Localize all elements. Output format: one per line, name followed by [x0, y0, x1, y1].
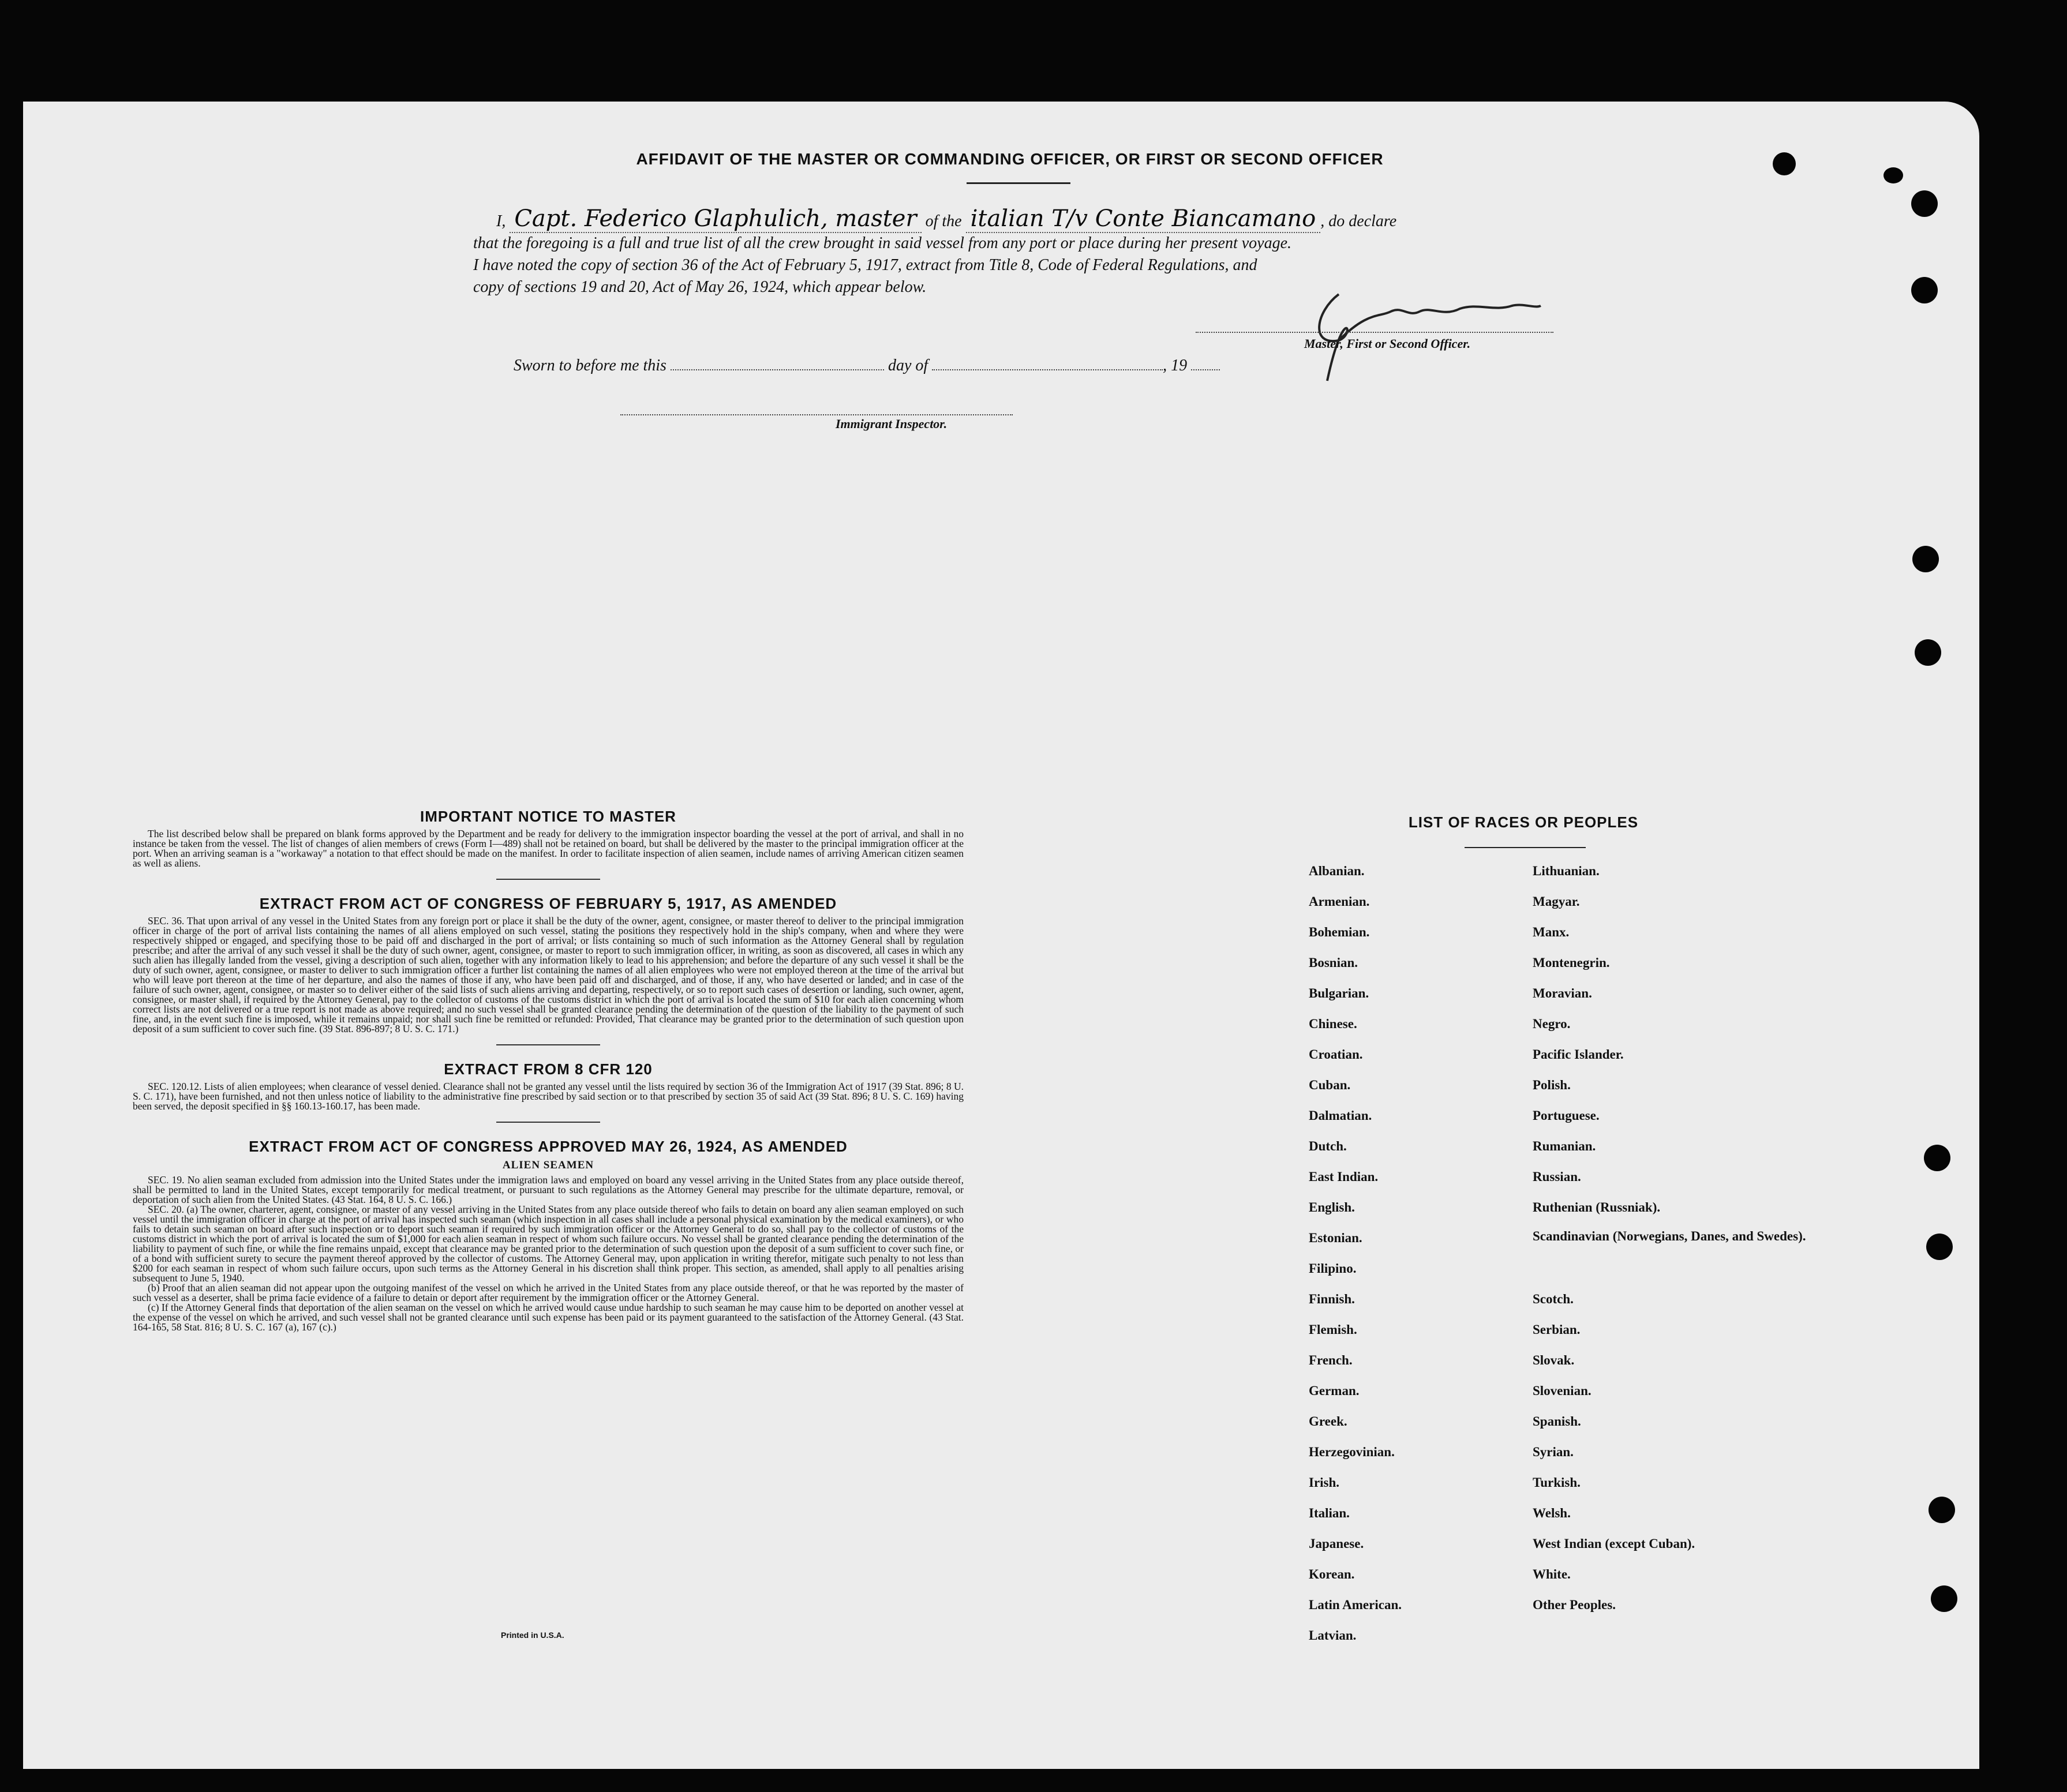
race-item: Scotch. [1533, 1292, 1574, 1306]
binder-hole [1924, 1145, 1950, 1171]
race-item: Lithuanian. [1533, 864, 1600, 878]
races-column-2 [1533, 863, 1806, 1627]
race-item: Other Peoples. [1533, 1598, 1616, 1612]
binder-hole [1773, 152, 1796, 175]
section-20c-paragraph: (c) If the Attorney General finds that deportation of the alien seaman on the vessel on which he arrived would cause undue hardship to such seaman he may cause him to be deported on another vessel at the expense of the vessel on which he arrived, and such vessel shall not be granted clearance until such expense has been paid or its payment guaranteed to the satisfaction of the Attorney General. (43 Stat. 164-165, 58 Stat. 816; 8 U. S. C. 167 (a), 167 (c).) [133, 1302, 964, 1333]
signature-caption: Master, First or Second Officer. [1304, 336, 1471, 351]
race-item: West Indian (except Cuban). [1533, 1536, 1695, 1551]
race-item: Italian. [1309, 1506, 1350, 1520]
sworn-day-field[interactable] [671, 369, 884, 370]
extract-cfr-body: SEC. 120.12. Lists of alien employees; when clearance of vessel denied. Clearance shall not be granted any vessel until the lists required by section 36 of the Immigration Act of 1917 (39 Stat. 896; 8 U. S. C. 171), have been furnished, and not then unless notice of liability to the administrative fine prescribed by said section or to that prescribed by section 35 of said Act (39 Stat. 896; 8 U. S. C. 169) having been served, the deposit specified in §§ 160.13-160.17, has been made. [133, 1081, 964, 1112]
race-item: Bulgarian. [1309, 986, 1369, 1000]
race-item: English. [1309, 1200, 1355, 1214]
race-item: Bosnian. [1309, 955, 1358, 970]
binder-hole [1929, 1497, 1955, 1523]
race-item: Slovenian. [1533, 1384, 1592, 1398]
title-rule [967, 182, 1070, 184]
race-item: Chinese. [1309, 1017, 1357, 1031]
sworn-day-of: day of [888, 357, 928, 374]
race-item: Croatian. [1309, 1047, 1363, 1062]
section-20a-paragraph: SEC. 20. (a) The owner, charterer, agent, consignee, or master of any vessel arriving in the United States from any place outside thereof who fails to detain on board any alien seaman employed on such vessel until the immigration officer in charge at the port of arrival has inspected such seaman (which inspection in all cases shall include a personal physical examination by the medical examiners), or who fails to detain such seaman on board after such inspection or to deport such seaman if required by such immigration officer or the Attorney General to do so, shall pay to the collector of customs of the customs district in which the port of arrival is located the sum of $1,000 for each alien seaman in respect of whom such failure occurs. No vessel shall be granted clearance pending the determination of the liability to payment of such fine, or while the fine remains unpaid, except that clearance may be granted prior to the determination of such question upon the deposit of a sum sufficient to cover such fine, or of a bond with sufficient surety to secure the payment thereof approved by the collector of customs. The Attorney General may, upon application in writing therefor, mitigate such penalty to not less than $200 for each seaman in respect of whom such failure occurs, upon such terms as the Attorney General in his discretion shall think proper. This section, as amended, shall apply to all penalties arising subsequent to June 5, 1940. [133, 1204, 964, 1284]
race-item: German. [1309, 1384, 1360, 1398]
affidavit-title: AFFIDAVIT OF THE MASTER OR COMMANDING OFFICER, OR FIRST OR SECOND OFFICER [636, 150, 1384, 168]
races-column-1 [1309, 863, 1402, 1658]
section-19-paragraph: SEC. 19. No alien seaman excluded from admission into the United States under the immigration laws and employed on board any vessel arriving in the United States from any place outside thereof, shall be permitted to land in the United States, except temporarily for medical treatment, or pursuant to such regulations as the Attorney General may prescribe for the ultimate departure, removal, or deportation of such alien from the United States. (43 Stat. 164, 8 U. S. C. 166.) [133, 1174, 964, 1205]
affidavit-line-3: I have noted the copy of section 36 of the Act of February 5, 1917, extract from Title 8, Code of Federal Regulations, and [473, 256, 1257, 274]
binder-hole [1911, 277, 1938, 303]
section-20b-paragraph: (b) Proof that an alien seaman did not appear upon the outgoing manifest of the vessel on which he arrived in the United States from any place outside thereof, or that he was reported by the master of such vessel as a deserter, shall be prima facie evidence of a failure to detain or deport after requirement by the immigration officer or the Attorney General. [133, 1282, 964, 1303]
race-item: Negro. [1533, 1017, 1571, 1031]
vessel-name-field[interactable]: italian T/v Conte Biancamano [966, 205, 1321, 233]
legal-extracts [133, 808, 964, 1332]
extract-1917-body: SEC. 36. That upon arrival of any vessel in the United States from any foreign port or place it shall be the duty of the owner, agent, consignee, or master thereof to deliver to the principal immigration officer in charge of the port of arrival lists containing the names of all aliens employed on such vessel, stating the positions they respectively hold in the ship's company, when and where they were respectively shipped or engaged, and specifying those to be paid off and discharged in the port of arrival; or lists containing so much of such information as the Attorney General shall by regulation prescribe; and after the arrival of any such vessel it shall be the duty of such owner, agent, consignee, or master to report to such immigration officer, in writing, as soon as discovered, all cases in which any such alien has illegally landed from the vessel, giving a description of such alien, together with any information likely to lead to his apprehension; and before the departure of any such vessel it shall be the duty of such owner, agent, consignee, or master to deliver to such immigration officer a further list containing the names of all alien employees who were not employed thereon at the time of the arrival but who will leave port thereon at the time of her departure, and also the names of those if any, who have been paid off and discharged, and of those, if any, who have deserted or landed; and in case of the failure of such owner, agent, consignee, or master so to deliver either of the said lists of such aliens arriving and departing, respectively, or so to report such cases of desertion or landing, such owner, agent, consignee, or master shall, if required by the Attorney General, pay to the collector of customs of the customs district in which the port of arrival is located the sum of $10 for each alien concerning whom correct lists are not delivered or a true report is not made as above required; and no such vessel shall be granted clearance pending the determination of the question of the liability to the payment of such fine, and, in the event such fine is imposed, while it remains unpaid; nor shall such fine be remitted or refunded: Provided, That clearance may be granted prior to the determination of such question upon deposit of a sum sufficient to cover such fine. (39 Stat. 896-897; 8 U. S. C. 171.) [133, 915, 964, 1034]
affidavit-line-4: copy of sections 19 and 20, Act of May 26, 1924, which appear below. [473, 278, 927, 296]
extract-cfr-title: EXTRACT FROM 8 CFR 120 [444, 1060, 653, 1078]
race-item: Pacific Islander. [1533, 1047, 1624, 1062]
notice-body: The list described below shall be prepared on blank forms approved by the Department and be ready for delivery to the immigration inspector boarding the vessel at the port of arrival, and shall in no instance be taken from the vessel. The list of changes of alien members of crews (Form I—489) shall not be retained on board, but shall be delivered by the master to the principal immigration officer at the port. When an arriving seaman is a "workaway" a notation to that effect should be made on the manifest. In order to facilitate inspection of alien seamen, include names of arriving American citizen seamen as well as aliens. [133, 828, 964, 869]
binder-hole [1883, 167, 1903, 183]
race-item: Scandinavian (Norwegians, Danes, and Swedes). [1533, 1229, 1806, 1243]
race-item: Finnish. [1309, 1292, 1355, 1306]
affidavit-suffix: , do declare [1320, 212, 1397, 230]
affidavit-line-2: that the foregoing is a full and true list of all the crew brought in said vessel from any port or place during her present voyage. [473, 234, 1292, 252]
notice-title: IMPORTANT NOTICE TO MASTER [420, 808, 676, 825]
race-item: Albanian. [1309, 864, 1365, 878]
race-item: Manx. [1533, 925, 1570, 939]
race-item: Moravian. [1533, 986, 1592, 1000]
extract-1924-title: EXTRACT FROM ACT OF CONGRESS APPROVED MAY 26, 1924, AS AMENDED [249, 1138, 848, 1155]
race-item: Irish. [1309, 1475, 1340, 1490]
race-item: Magyar. [1533, 894, 1580, 909]
sworn-prefix: Sworn to before me this [514, 357, 666, 374]
sworn-line [514, 357, 1220, 375]
divider [496, 1044, 600, 1045]
extract-1917-title: EXTRACT FROM ACT OF CONGRESS OF FEBRUARY 5, 1917, AS AMENDED [259, 895, 837, 912]
race-item: Armenian. [1309, 894, 1370, 909]
affidavit-prefix: I, [496, 212, 506, 230]
race-item: East Indian. [1309, 1169, 1379, 1184]
sworn-month-field[interactable] [932, 369, 1163, 370]
inspector-caption: Immigrant Inspector. [836, 417, 948, 431]
binder-hole [1931, 1585, 1957, 1612]
race-item: Serbian. [1533, 1322, 1581, 1337]
race-item: Rumanian. [1533, 1139, 1596, 1153]
race-item: Dalmatian. [1309, 1108, 1372, 1123]
binder-hole [1915, 639, 1941, 666]
race-item: Turkish. [1533, 1475, 1581, 1490]
printed-in-usa: Printed in U.S.A. [501, 1630, 564, 1640]
race-item: Latvian. [1309, 1628, 1357, 1643]
race-item: Estonian. [1309, 1231, 1362, 1245]
race-item: White. [1533, 1567, 1571, 1581]
race-item: French. [1309, 1353, 1353, 1367]
alien-seamen-subtitle: ALIEN SEAMEN [502, 1159, 594, 1171]
binder-hole [1912, 546, 1939, 572]
signature-line[interactable] [1196, 332, 1553, 333]
race-item: Polish. [1533, 1078, 1571, 1092]
races-title: LIST OF RACES OR PEOPLES [1408, 813, 1639, 831]
divider [496, 879, 600, 880]
race-item: Korean. [1309, 1567, 1355, 1581]
divider [496, 1122, 600, 1123]
race-item: Japanese. [1309, 1536, 1364, 1551]
race-item: Bohemian. [1309, 925, 1370, 939]
race-item: Herzegovinian. [1309, 1445, 1395, 1459]
race-item: Spanish. [1533, 1414, 1581, 1429]
race-item: Cuban. [1309, 1078, 1351, 1092]
race-item: Greek. [1309, 1414, 1347, 1429]
race-item: Slovak. [1533, 1353, 1575, 1367]
race-item: Welsh. [1533, 1506, 1571, 1520]
race-item: Flemish. [1309, 1322, 1357, 1337]
race-item: Portuguese. [1533, 1108, 1600, 1123]
races-title-rule [1465, 847, 1586, 848]
inspector-signature-line[interactable] [620, 414, 1013, 415]
binder-hole [1911, 190, 1938, 217]
affidavit-of-the: of the [925, 212, 962, 230]
race-item: Syrian. [1533, 1445, 1574, 1459]
race-item: Russian. [1533, 1169, 1581, 1184]
race-item: Filipino. [1309, 1261, 1357, 1276]
sworn-year-prefix: , 19 [1163, 357, 1188, 374]
binder-hole [1926, 1234, 1953, 1260]
race-item: Dutch. [1309, 1139, 1347, 1153]
race-item: Latin American. [1309, 1598, 1402, 1612]
master-name-field[interactable]: Capt. Federico Glaphulich, master [510, 205, 921, 233]
signature-scribble [1304, 277, 1546, 392]
sworn-year-field[interactable] [1191, 369, 1220, 370]
race-item: Montenegrin. [1533, 955, 1610, 970]
race-item: Ruthenian (Russniak). [1533, 1200, 1661, 1214]
